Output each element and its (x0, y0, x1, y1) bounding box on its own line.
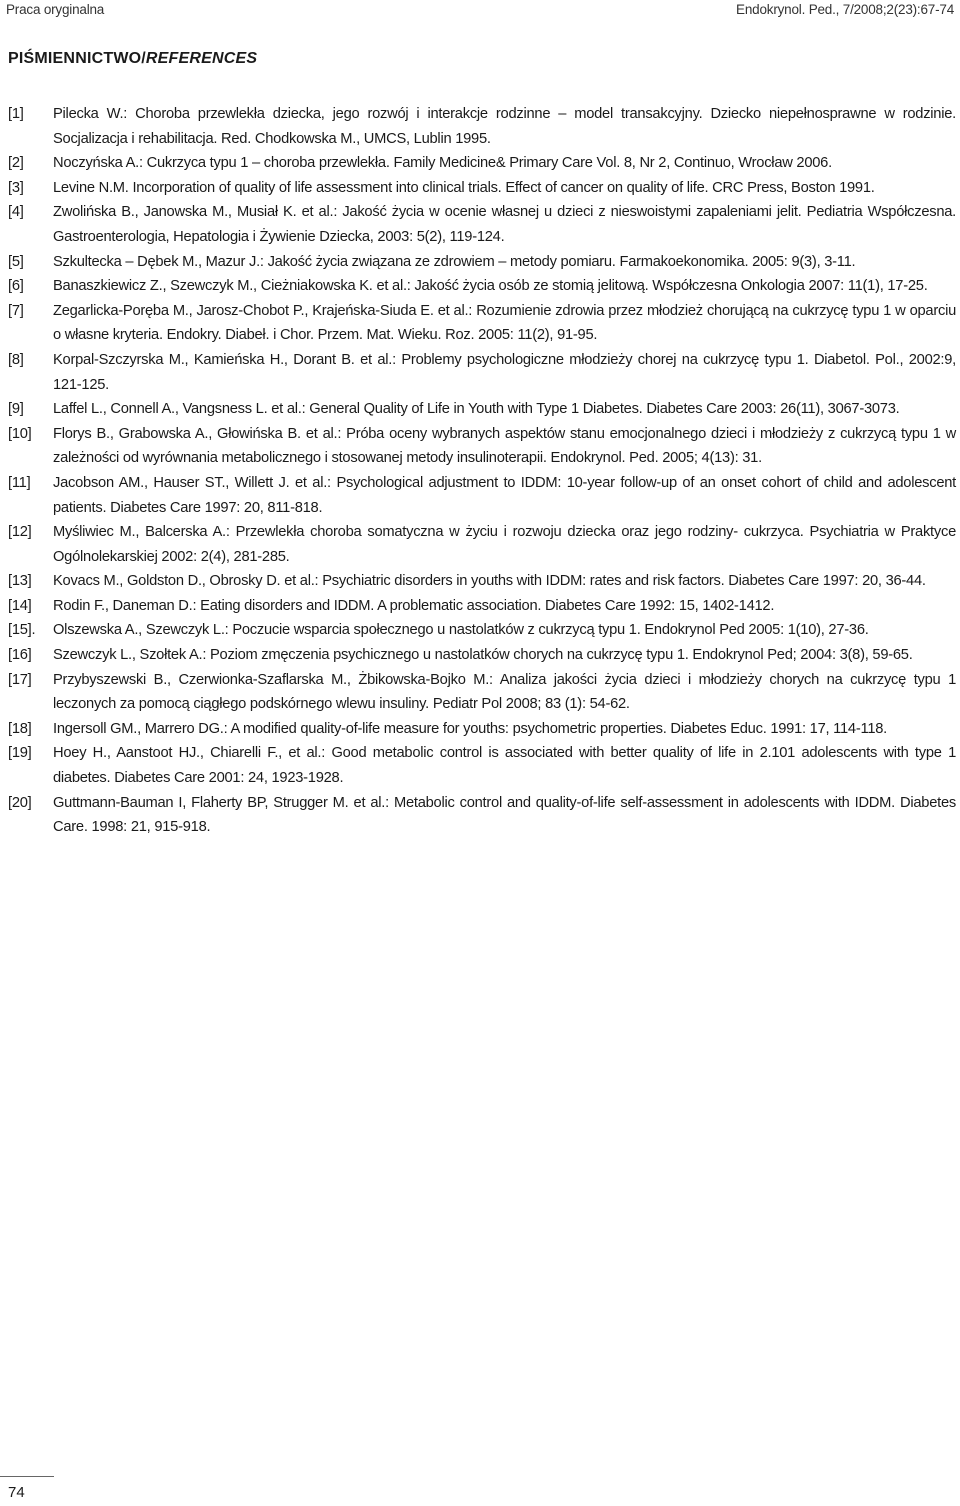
reference-number: [11] (8, 474, 31, 491)
reference-number: [18] (8, 720, 32, 737)
reference-text: Zwolińska B., Janowska M., Musiał K. et al.: Jakość życia w ocenie własnej u dzieci z nieswoistymi zapaleniami jelit. Pediatria Współczesna. Gastroenterologia, Hepatologia i Żywienie Dziecka, 2003: 5(2), 119-124. (53, 204, 956, 245)
reference-number: [4] (8, 204, 24, 221)
reference-item (8, 520, 956, 569)
section-title-plain: PIŚMIENNICTWO/ (8, 50, 146, 67)
reference-text: Przybyszewski B., Czerwionka-Szaflarska M., Żbikowska-Bojko M.: Analiza jakości życia dzieci i młodzieży chorych na cukrzycę typu 1 leczonych za pomocą ciągłego podskórnego wlewu insuliny. Pediatr Pol 2008; 83 (1): 54-62. (53, 671, 956, 713)
page-number: 74 (8, 1484, 25, 1501)
reference-text: Florys B., Grabowska A., Głowińska B. et al.: Próba oceny wybranych aspektów stanu emocjonalnego dzieci i młodzieży z cukrzycą typu 1 w zależności od wyrównania metabolicznego i stosowanej metody insulinoterapii. Endokrynol. Ped. 2005; 4(13): 31. (53, 425, 956, 467)
reference-text: Jacobson AM., Hauser ST., Willett J. et al.: Psychological adjustment to IDDM: 10-year follow-up of an onset cohort of child and adolescent patients. Diabetes Care 1997: 20, 811-818. (53, 474, 956, 516)
reference-item (8, 791, 956, 840)
reference-number: [16] (8, 647, 32, 664)
reference-item (8, 250, 956, 275)
reference-number: [15]. (8, 622, 36, 639)
reference-number: [1] (8, 106, 24, 122)
reference-item (8, 176, 956, 201)
header-journal-citation: Endokrynol. Ped., 7/2008;2(23):67-74 (736, 2, 954, 17)
reference-text: Zegarlicka-Poręba M., Jarosz-Chobot P., Krajeńska-Siuda E. et al.: Rozumienie zdrowia przez młodzież chorującą na cukrzycę typu 1 w oparciu o własne kryteria. Endokry. Diabeł. i Chor. Przem. Mat. Wieku. Roz. 2005: 11(2), 91-95. (53, 302, 956, 344)
reference-item (8, 397, 956, 422)
reference-number: [2] (8, 155, 24, 172)
section-title (8, 50, 257, 68)
reference-number: [20] (8, 794, 32, 811)
reference-item (8, 717, 956, 742)
reference-item (8, 422, 956, 471)
reference-number: [14] (8, 597, 32, 614)
reference-text: Laffel L., Connell A., Vangsness L. et al.: General Quality of Life in Youth with Type 1 Diabetes. Diabetes Care 2003: 26(11), 3067-3073. (53, 401, 900, 418)
reference-text: Guttmann-Bauman I, Flaherty BP, Strugger M. et al.: Metabolic control and quality-of-life self-assessment in adolescents with IDDM. Diabetes Care. 1998: 21, 915-918. (53, 794, 956, 836)
running-header (6, 2, 954, 17)
footer-rule (0, 1476, 54, 1477)
reference-text: Olszewska A., Szewczyk L.: Poczucie wsparcia społecznego u nastolatków z cukrzycą typu 1. Endokrynol Ped 2005: 1(10), 27-36. (53, 622, 869, 639)
reference-item (8, 102, 956, 151)
reference-item (8, 299, 956, 348)
reference-number: [17] (8, 671, 32, 688)
reference-text: Rodin F., Daneman D.: Eating disorders and IDDM. A problematic association. Diabetes Care 1992: 15, 1402-1412. (53, 597, 775, 614)
reference-text: Szewczyk L., Szołtek A.: Poziom zmęczenia psychicznego u nastolatków chorych na cukrzycę typu 1. Endokrynol Ped; 2004: 3(8), 59-65. (53, 647, 913, 664)
reference-item (8, 569, 956, 594)
reference-text: Szkultecka – Dębek M., Mazur J.: Jakość życia związana ze zdrowiem – metody pomiaru. Farmakoekonomika. 2005: 9(3), 3-11. (53, 253, 856, 270)
reference-item (8, 741, 956, 790)
reference-number: [5] (8, 253, 24, 270)
reference-item (8, 643, 956, 668)
reference-text: Levine N.M. Incorporation of quality of life assessment into clinical trials. Effect of cancer on quality of life. CRC Press, Boston 1991. (53, 179, 875, 196)
reference-number: [7] (8, 302, 24, 319)
reference-number: [6] (8, 278, 24, 295)
reference-text: Kovacs M., Goldston D., Obrosky D. et al.: Psychiatric disorders in youths with IDDM: rates and risk factors. Diabetes Care 1997: 20, 36-44. (53, 573, 926, 590)
reference-item (8, 668, 956, 717)
reference-item (8, 200, 956, 249)
reference-text: Ingersoll GM., Marrero DG.: A modified quality-of-life measure for youths: psychometric properties. Diabetes Educ. 1991: 17, 114-118. (53, 720, 887, 737)
reference-number: [8] (8, 351, 24, 368)
reference-number: [10] (8, 425, 32, 442)
reference-text: Banaszkiewicz Z., Szewczyk M., Cieżniakowska K. et al.: Jakość życia osób ze stomią jelitową. Współczesna Onkologia 2007: 11(1), 17-25. (53, 278, 928, 295)
reference-text: Korpal-Szczyrska M., Kamieńska H., Dorant B. et al.: Problemy psychologiczne młodzieży chorej na cukrzycę typu 1. Diabetol. Pol., 2002:9, 121-125. (53, 351, 956, 393)
reference-number: [12] (8, 524, 32, 541)
reference-number: [3] (8, 179, 24, 196)
reference-item (8, 348, 956, 397)
reference-number: [9] (8, 401, 24, 418)
reference-list (8, 102, 956, 840)
section-title-italic: REFERENCES (145, 50, 258, 67)
reference-text: Myśliwiec M., Balcerska A.: Przewlekła choroba somatyczna w życiu i rozwoju dziecka oraz jego rodziny- cukrzyca. Psychiatria w Praktyce Ogólnolekarskiej 2002: 2(4), 281-285. (53, 524, 956, 565)
reference-text: Hoey H., Aanstoot HJ., Chiarelli F., et al.: Good metabolic control is associated with better quality of life in 2.101 adolescents with type 1 diabetes. Diabetes Care 2001: 24, 1923-1928. (53, 745, 956, 787)
reference-item (8, 274, 956, 299)
reference-item (8, 594, 956, 619)
reference-text: Pilecka W.: Choroba przewlekła dziecka, jego rozwój i interakcje rodzinne – model transakcyjny. Dziecko niepełnosprawne w rodzinie. Socjalizacja i rehabilitacja. Red. Chodkowska M., UMCS, Lublin 1995. (53, 106, 956, 147)
reference-text: Noczyńska A.: Cukrzyca typu 1 – choroba przewlekła. Family Medicine& Primary Care Vol. 8, Nr 2, Continuo, Wrocław 2006. (53, 155, 832, 172)
reference-number: [13] (8, 573, 32, 590)
reference-number: [19] (8, 745, 32, 762)
reference-item (8, 151, 956, 176)
header-section-label: Praca oryginalna (6, 2, 105, 17)
reference-item (8, 471, 956, 520)
reference-item (8, 618, 956, 643)
